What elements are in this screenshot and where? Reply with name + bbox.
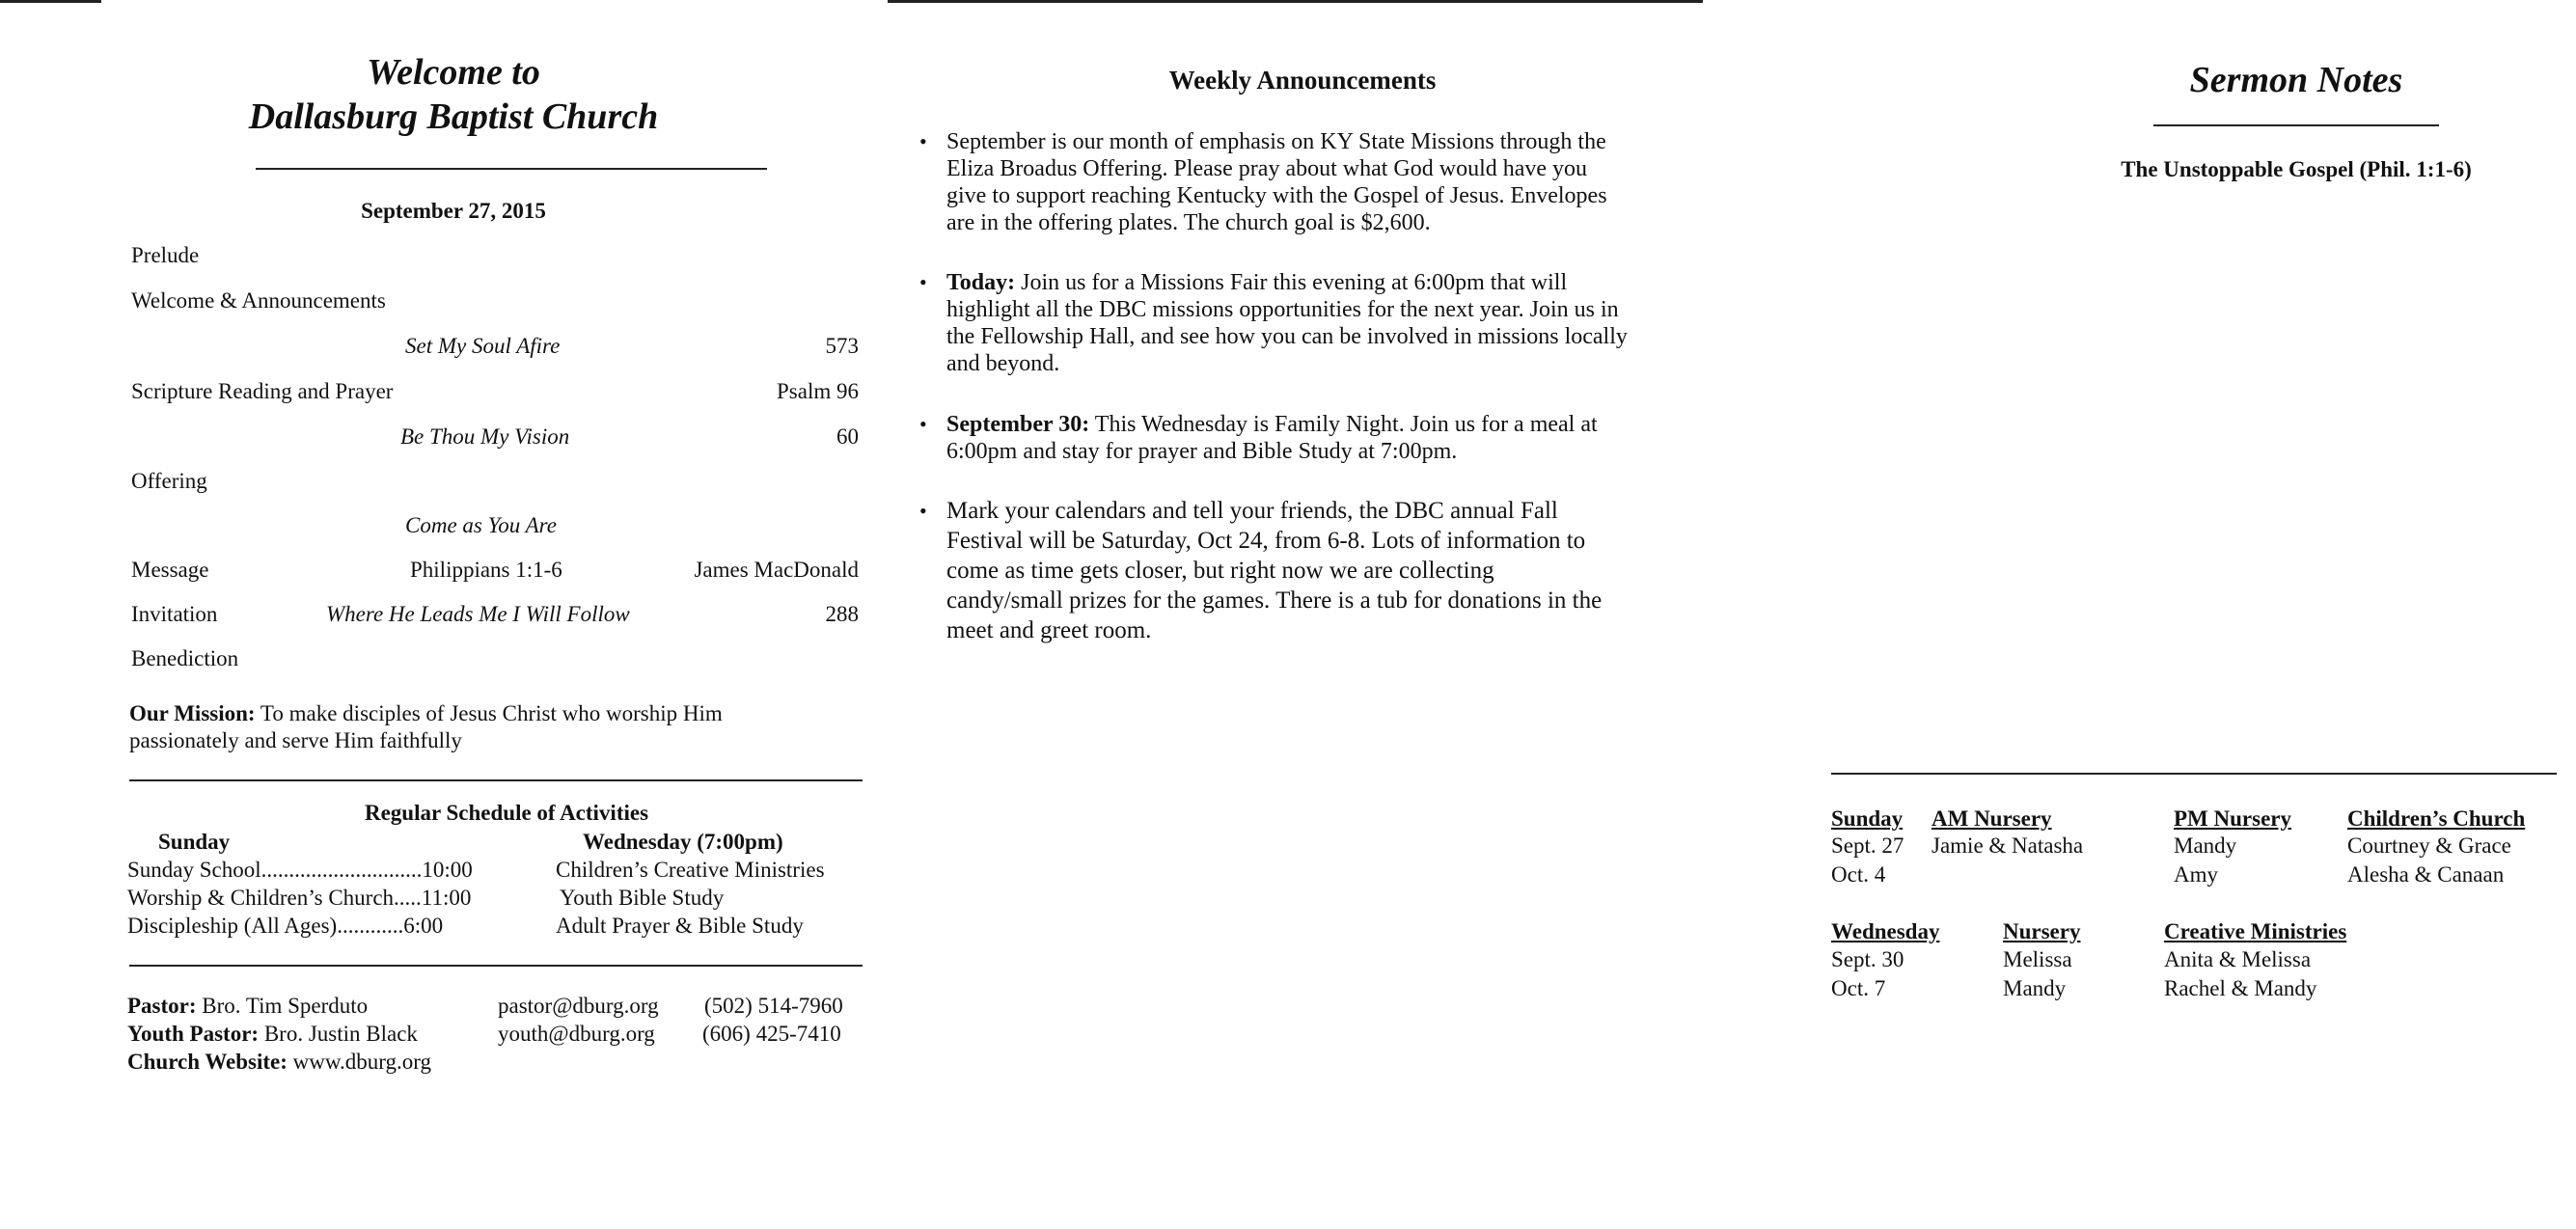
order-item: Benediction xyxy=(131,646,239,670)
announcement-line: come as time gets closer, but right now we are collecting xyxy=(946,558,1494,584)
announcement-text xyxy=(946,411,1680,465)
sunday-activity: Worship & Children’s Church.....11:00 xyxy=(127,886,472,910)
hymn-title: Set My Soul Afire xyxy=(405,334,561,358)
table-cell: Alesha & Canaan xyxy=(2347,862,2505,887)
bullet-dot: • xyxy=(919,270,927,294)
order-item: Offering xyxy=(131,469,207,493)
table-cell: Mandy xyxy=(2174,833,2237,858)
hymn-title: Where He Leads Me I Will Follow xyxy=(326,602,630,626)
announcement-line: candy/small prizes for the games. There is a tub for donations in the xyxy=(946,587,1603,614)
announcement-lead: Today: xyxy=(946,270,1016,295)
youth-pastor-name: Bro. Justin Black xyxy=(263,1022,418,1046)
announcement-line: Festival will be Saturday, Oct 24, from 6-8. Lots of information to xyxy=(946,528,1586,554)
sermon-title-divider xyxy=(2153,124,2439,126)
mission-label: Our Mission: xyxy=(129,701,256,725)
table-cell: Sept. 30 xyxy=(1831,947,1905,971)
volunteer-divider xyxy=(1831,773,2557,775)
message-passage: Philippians 1:1-6 xyxy=(410,558,562,582)
announcement-line-text: Join us for a Missions Fair this evening at 6:00pm that will xyxy=(1021,270,1568,295)
service-date: September 27, 2015 xyxy=(361,199,546,223)
bulletin-panel-order-of-service xyxy=(116,0,888,1229)
table-header: Children’s Church xyxy=(2347,806,2526,831)
table-cell: Oct. 4 xyxy=(1831,862,1886,887)
announcements-title: Weekly Announcements xyxy=(1168,66,1437,95)
table-cell: Mandy xyxy=(2003,976,2067,1000)
bulletin-panel-sermon-notes xyxy=(1814,0,2557,1229)
website-link[interactable]: www.dburg.org xyxy=(292,1050,431,1074)
table-header: Wednesday xyxy=(1831,919,1940,943)
sunday-activity: Discipleship (All Ages)............6:00 xyxy=(127,914,444,938)
mission-text: To make disciples of Jesus Christ who worship Him xyxy=(260,701,723,725)
announcement-line: meet and greet room. xyxy=(946,617,1152,643)
announcement-line: the Fellowship Hall, and see how you can be involved in missions locally xyxy=(946,324,1628,349)
youth-pastor-email: youth@dburg.org xyxy=(498,1022,655,1046)
church-name: Dallasburg Baptist Church xyxy=(248,96,659,137)
table-cell: Sept. 27 xyxy=(1831,833,1905,858)
sunday-heading: Sunday xyxy=(158,830,231,854)
announcement-line: give to support reaching Kentucky with the Gospel of Jesus. Envelopes xyxy=(946,183,1607,208)
pastor-line xyxy=(127,994,368,1019)
table-cell: Jamie & Natasha xyxy=(1932,833,2084,858)
speaker-name: James MacDonald xyxy=(694,558,859,582)
table-header: Creative Ministries xyxy=(2164,919,2347,943)
table-cell: Courtney & Grace xyxy=(2347,833,2511,858)
pastor-name: Bro. Tim Sperduto xyxy=(202,994,369,1018)
mission-line-1 xyxy=(129,701,723,726)
announcement-line xyxy=(946,411,1680,438)
order-item: Invitation xyxy=(131,602,218,626)
bullet-dot: • xyxy=(919,499,927,523)
website-label: Church Website: xyxy=(127,1050,288,1074)
mission-divider xyxy=(129,779,863,781)
order-item: Scripture Reading and Prayer xyxy=(131,379,394,403)
order-item: Message xyxy=(131,558,209,582)
schedule-divider xyxy=(129,965,863,967)
announcement-line: 6:00pm and stay for prayer and Bible Study at 7:00pm. xyxy=(946,439,1458,464)
website-line xyxy=(127,1050,431,1075)
sermon-title: The Unstoppable Gospel (Phil. 1:1-6) xyxy=(2121,157,2472,181)
bullet-dot: • xyxy=(919,412,927,436)
sermon-notes-title: Sermon Notes xyxy=(2189,60,2403,100)
bullet-dot: • xyxy=(919,129,927,153)
table-header: PM Nursery xyxy=(2174,806,2291,831)
order-item: Welcome & Announcements xyxy=(131,288,386,313)
table-cell: Rachel & Mandy xyxy=(2164,976,2317,1000)
announcement-text xyxy=(946,269,1680,377)
order-item: Prelude xyxy=(131,243,200,267)
announcement-line: Mark your calendars and tell your friends, the DBC annual Fall xyxy=(946,498,1558,524)
welcome-title xyxy=(116,50,791,139)
announcement-line: highlight all the DBC missions opportunities for the next year. Join us in xyxy=(946,297,1619,322)
table-cell: Amy xyxy=(2174,862,2218,887)
table-header: Sunday xyxy=(1831,806,1904,831)
announcement-item xyxy=(919,128,1691,244)
announcement-line: and beyond. xyxy=(946,351,1060,376)
hymn-number: 288 xyxy=(825,602,859,626)
table-header: Nursery xyxy=(2003,919,2081,943)
table-cell: Melissa xyxy=(2003,947,2072,971)
scripture-reference: Psalm 96 xyxy=(777,379,859,403)
announcement-item xyxy=(919,411,1691,469)
announcement-line: are in the offering plates. The church goal is $2,600. xyxy=(946,210,1431,235)
hymn-number: 573 xyxy=(825,334,859,358)
announcement-text xyxy=(946,496,1680,645)
bulletin-panel-announcements xyxy=(902,0,1703,1229)
announcement-item xyxy=(919,269,1691,385)
welcome-title-line1: Welcome to xyxy=(367,52,540,93)
hymn-title: Come as You Are xyxy=(405,513,557,537)
wednesday-heading: Wednesday (7:00pm) xyxy=(583,830,783,854)
pastor-email: pastor@dburg.org xyxy=(498,994,659,1018)
table-cell: Anita & Melissa xyxy=(2164,947,2312,971)
table-cell: Oct. 7 xyxy=(1831,976,1886,1000)
wednesday-activity: Children’s Creative Ministries xyxy=(556,858,825,882)
announcement-line: Eliza Broadus Offering. Please pray about what God would have you xyxy=(946,156,1588,181)
pastor-phone: (502) 514-7960 xyxy=(704,994,843,1018)
announcement-item xyxy=(919,496,1691,650)
table-header: AM Nursery xyxy=(1932,806,2052,831)
top-edge-bar-left xyxy=(0,0,101,3)
announcement-line xyxy=(946,269,1680,296)
mission-line-2: passionately and serve Him faithfully xyxy=(129,728,462,752)
wednesday-activity: Adult Prayer & Bible Study xyxy=(556,914,804,938)
schedule-title: Regular Schedule of Activities xyxy=(364,801,649,825)
hymn-number: 60 xyxy=(836,424,859,449)
wednesday-activity: Youth Bible Study xyxy=(560,886,725,910)
title-divider xyxy=(256,168,767,170)
pastor-label: Pastor: xyxy=(127,994,197,1018)
youth-pastor-phone: (606) 425-7410 xyxy=(702,1022,841,1046)
hymn-title: Be Thou My Vision xyxy=(400,424,570,449)
announcement-lead: September 30: xyxy=(946,412,1090,437)
sunday-activity: Sunday School.............................10:00 xyxy=(127,858,473,882)
announcement-text xyxy=(946,128,1680,236)
youth-pastor-label: Youth Pastor: xyxy=(127,1022,260,1046)
announcement-line: September is our month of emphasis on KY State Missions through the xyxy=(946,129,1606,154)
announcement-line-text: This Wednesday is Family Night. Join us for a meal at xyxy=(1094,412,1598,437)
youth-pastor-line xyxy=(127,1022,418,1047)
